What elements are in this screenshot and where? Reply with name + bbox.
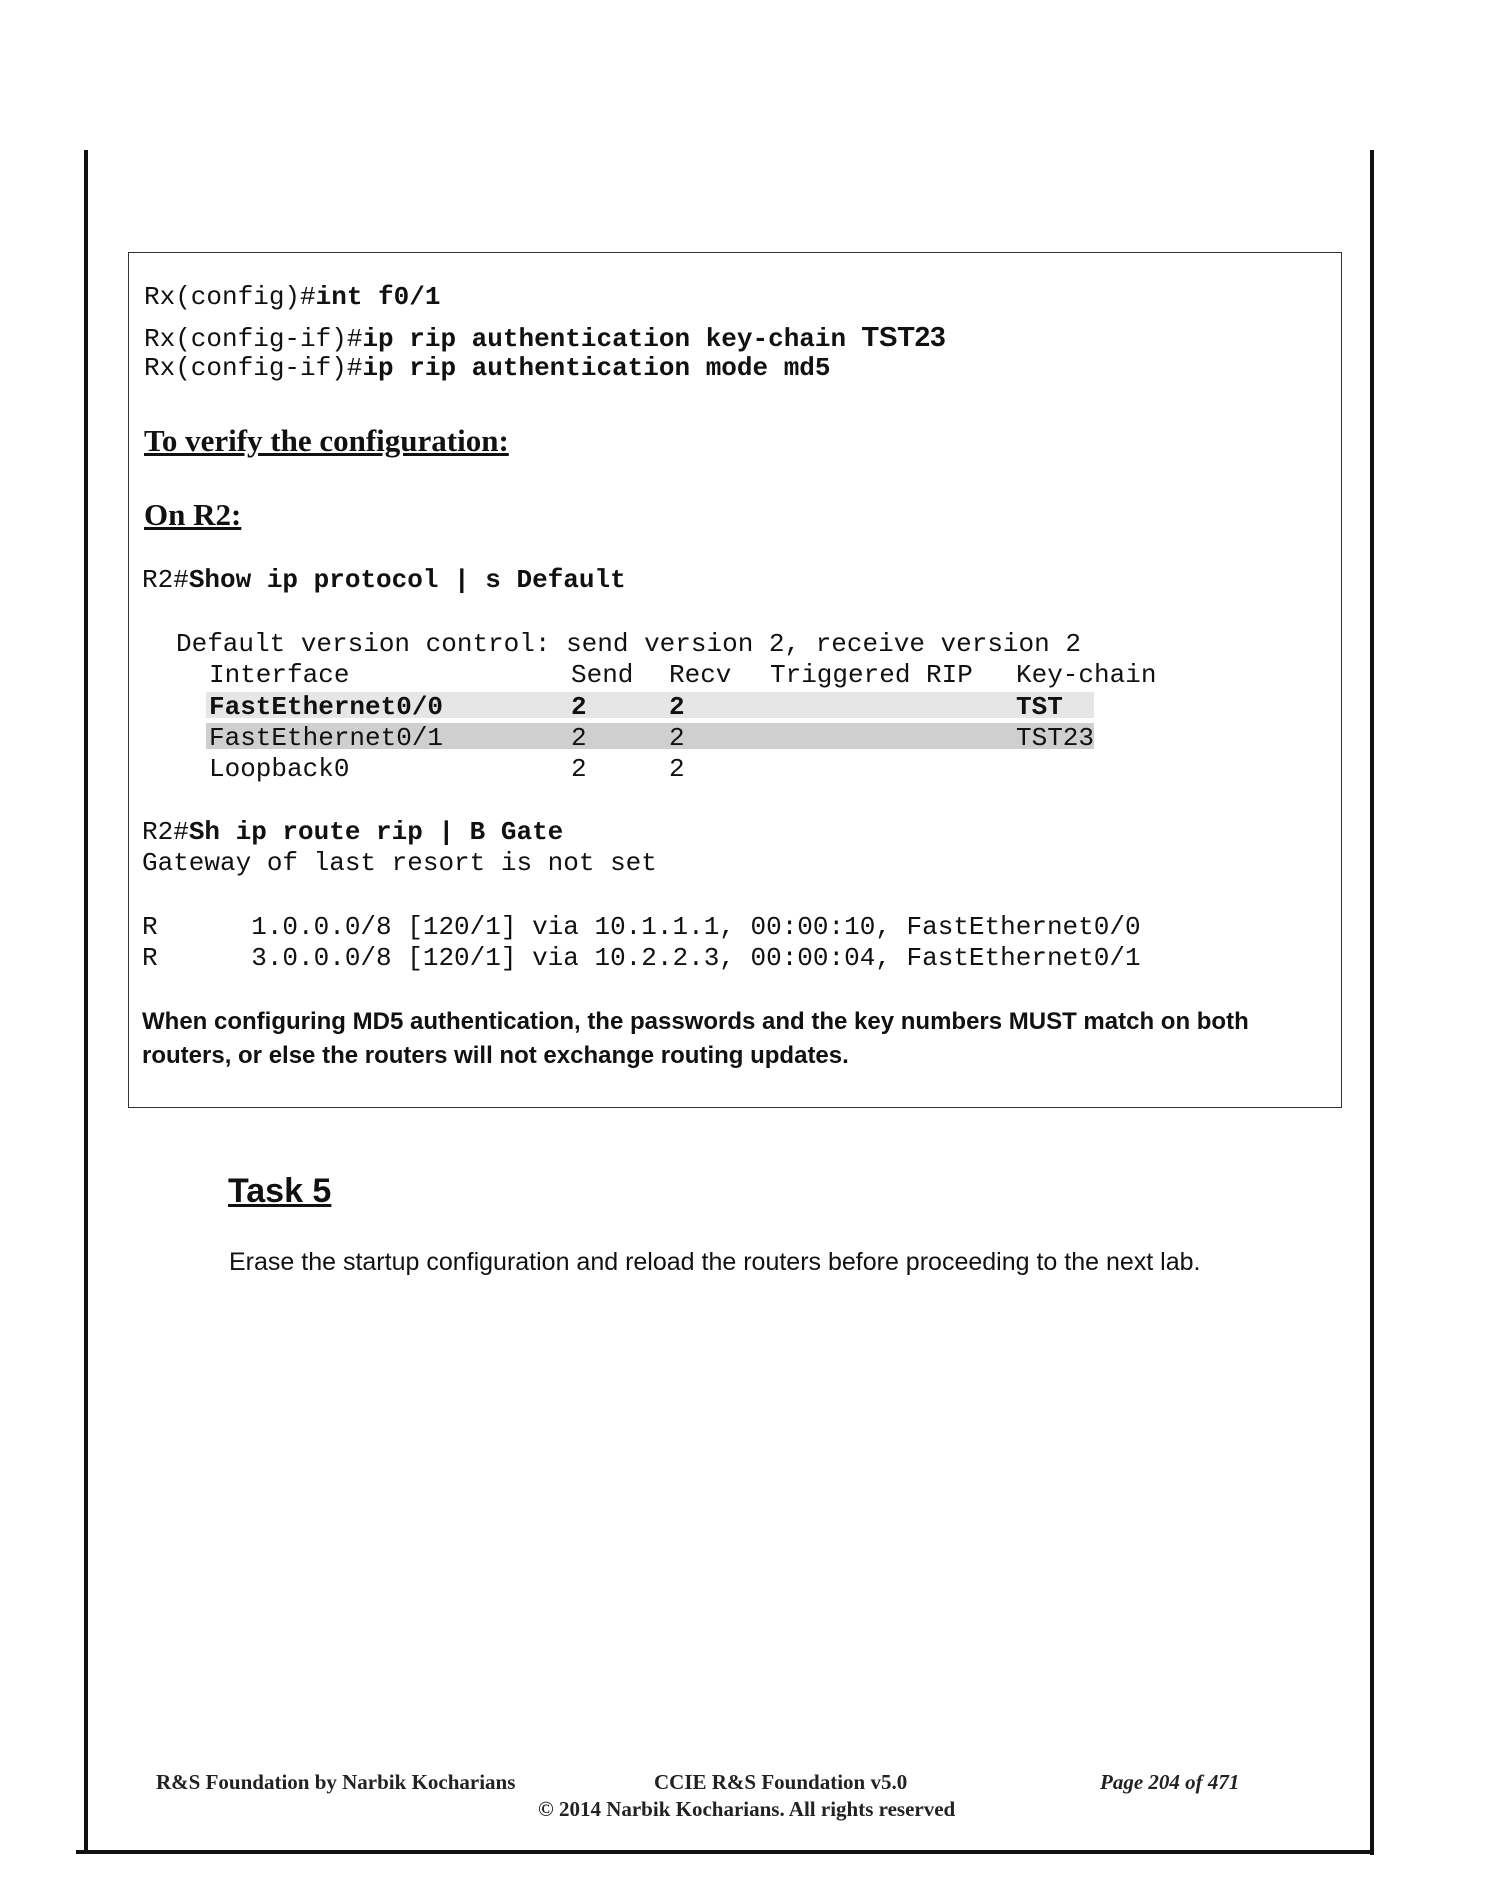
page-border-left [84, 150, 88, 1854]
show-protocol-line [142, 565, 626, 595]
table-cell-send: 2 [571, 754, 587, 784]
config-line-3 [144, 353, 831, 383]
command: Show ip protocol | s Default [188, 565, 626, 595]
prompt: R2# [142, 817, 189, 847]
key-chain-name: TST23 [861, 321, 946, 352]
gateway-line: Gateway of last resort is not set [142, 848, 657, 878]
table-cell-send: 2 [571, 723, 587, 753]
table-header-recv: Recv [669, 660, 732, 690]
footer-left: R&S Foundation by Narbik Kocharians [156, 1770, 516, 1794]
command: ip rip authentication key-chain [362, 324, 862, 354]
table-cell-interface: Loopback0 [209, 754, 350, 784]
table-cell-send: 2 [571, 692, 587, 722]
page-border-bottom [76, 1850, 1374, 1854]
r2-heading: On R2: [144, 497, 242, 532]
table-cell-keychain: TST23 [1016, 723, 1095, 753]
table-cell-interface: FastEthernet0/0 [209, 692, 444, 722]
table-cell-recv: 2 [669, 723, 685, 753]
version-line: Default version control: send version 2, receive version 2 [176, 629, 1081, 659]
prompt: R2# [142, 565, 189, 595]
task-title: Task 5 [228, 1172, 332, 1210]
task-body: Erase the startup configuration and reload the routers before proceeding to the next lab. [229, 1248, 1201, 1276]
page-border-right [1370, 150, 1374, 1855]
prompt: Rx(config-if)# [144, 353, 363, 383]
footer-page-number: Page 204 of 471 [1100, 1770, 1240, 1794]
table-cell-recv: 2 [669, 754, 685, 784]
table-cell-recv: 2 [669, 692, 685, 722]
route-line: R 1.0.0.0/8 [120/1] via 10.1.1.1, 00:00:10, FastEthernet0/0 [142, 912, 1141, 942]
command: ip rip authentication mode md5 [362, 353, 831, 383]
table-header-keychain: Key-chain [1016, 660, 1157, 690]
table-cell-keychain: TST [1016, 692, 1063, 722]
footer-copyright: © 2014 Narbik Kocharians. All rights reserved [538, 1797, 956, 1821]
table-header-interface: Interface [209, 660, 350, 690]
command: int f0/1 [315, 282, 441, 312]
table-header-send: Send [571, 660, 634, 690]
command: Sh ip route rip | B Gate [188, 817, 564, 847]
route-line: R 3.0.0.0/8 [120/1] via 10.2.2.3, 00:00:04, FastEthernet0/1 [142, 943, 1141, 973]
config-line-2 [144, 321, 946, 354]
prompt: Rx(config-if)# [144, 324, 363, 354]
table-cell-interface: FastEthernet0/1 [209, 723, 444, 753]
table-header-triggered: Triggered RIP [770, 660, 973, 690]
md5-note: When configuring MD5 authentication, the passwords and the key numbers MUST match on both routers, or else the routers will not exchange routing updates. [142, 1008, 1249, 1069]
prompt: Rx(config)# [144, 282, 316, 312]
footer-center: CCIE R&S Foundation v5.0 [654, 1770, 908, 1794]
config-line-1 [144, 282, 440, 312]
verify-heading: To verify the configuration: [144, 423, 509, 458]
show-route-line [142, 817, 563, 847]
